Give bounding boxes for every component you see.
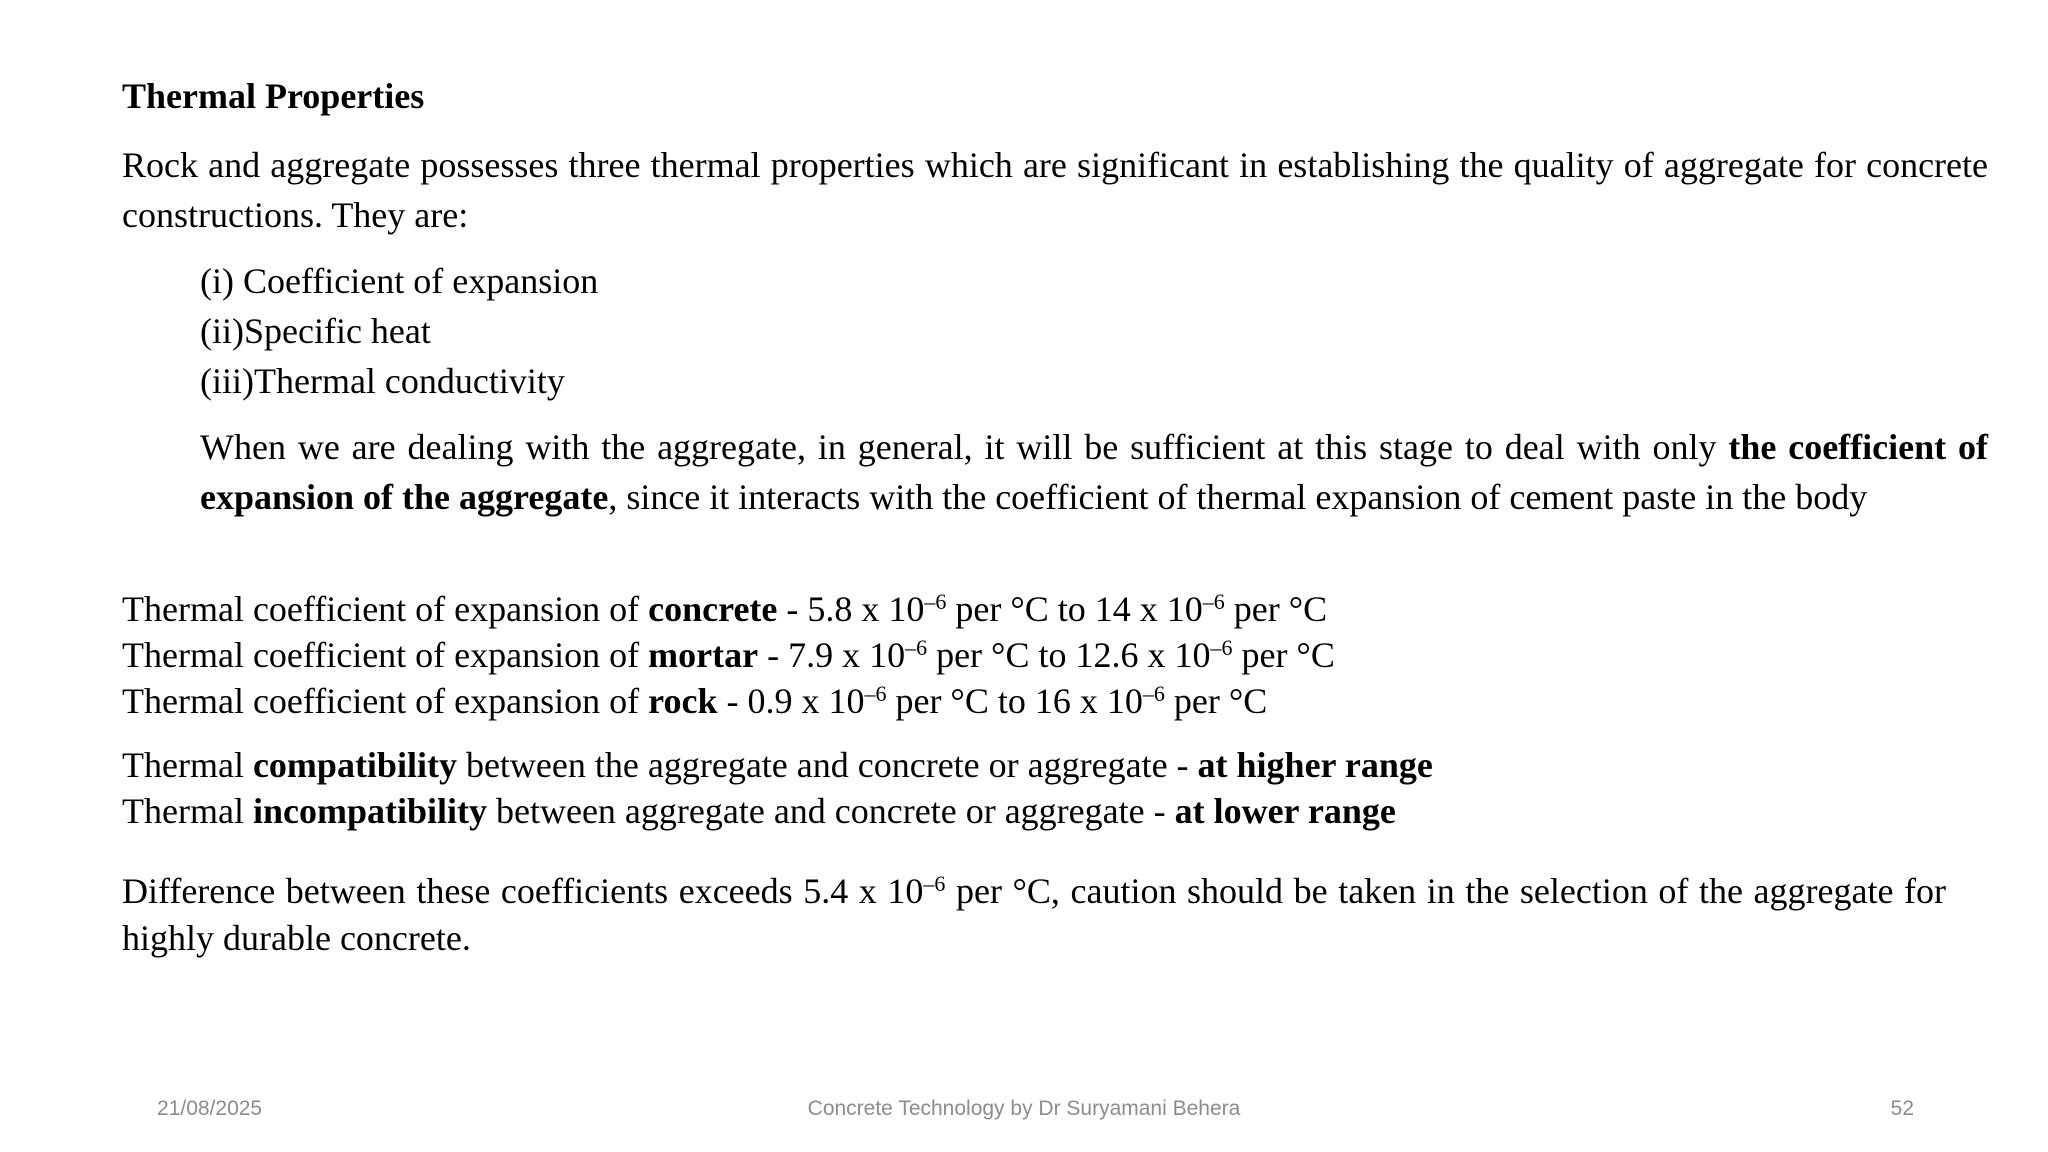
footer-title: Concrete Technology by Dr Suryamani Behera [807, 1097, 1241, 1120]
compatibility-list [122, 742, 1433, 834]
difference-text-pre: Difference between these coefficients exceeds 5.4 x 10 [122, 871, 924, 911]
page-number: 52 [1890, 1097, 1914, 1120]
difference-text-post: per °C, caution should be taken in the selection of the aggregate for highly durable concrete. [122, 871, 1947, 958]
intro-paragraph: Rock and aggregate possesses three thermal properties which are significant in establishing the quality of aggregate for concrete constructions. They are: [122, 145, 1988, 235]
coefficient-prefix: Thermal coefficient of expansion of [122, 681, 649, 721]
coefficient-list [122, 586, 1335, 724]
exponent: –6 [905, 635, 928, 660]
material-name: concrete [648, 589, 778, 629]
compat-prefix: Thermal [122, 745, 253, 785]
slide-title: Thermal Properties [122, 76, 425, 116]
range-text: per °C to 14 x 10 [946, 589, 1203, 629]
compat-prefix: Thermal [122, 791, 253, 831]
material-name: rock [648, 681, 718, 721]
exponent: –6 [1202, 589, 1225, 614]
thermal-properties-list [200, 256, 598, 406]
exponent: –6 [924, 589, 947, 614]
coefficient-line-mortar [122, 632, 1335, 678]
range-text: - 5.8 x 10 [777, 589, 925, 629]
range-text: per °C to 12.6 x 10 [927, 635, 1211, 675]
exponent: –6 [923, 871, 946, 896]
range-text: per °C [1224, 589, 1328, 629]
range-text: per °C to 16 x 10 [886, 681, 1143, 721]
material-name: mortar [648, 635, 759, 675]
coefficient-line-rock [122, 678, 1335, 724]
coefficient-prefix: Thermal coefficient of expansion of [122, 635, 649, 675]
list-item: (i) Coefficient of expansion [200, 261, 599, 301]
compat-range: at higher range [1197, 745, 1433, 785]
difference-paragraph [122, 868, 1946, 962]
coefficient-prefix: Thermal coefficient of expansion of [122, 589, 649, 629]
range-text: per °C [1164, 681, 1268, 721]
dealing-text-pre: When we are dealing with the aggregate, in general, it will be sufficient at this stage to deal with only [200, 427, 1729, 467]
footer-date: 21/08/2025 [157, 1097, 263, 1120]
dealing-paragraph [200, 422, 1988, 522]
compat-range: at lower range [1174, 791, 1396, 831]
compat-middle: between the aggregate and concrete or aggregate - [456, 745, 1198, 785]
exponent: –6 [864, 681, 887, 706]
coefficient-line-concrete [122, 586, 1335, 632]
range-text: per °C [1232, 635, 1335, 675]
range-text: - 0.9 x 10 [717, 681, 865, 721]
dealing-text-post: , since it interacts with the coefficient of thermal expansion of cement paste in the body [608, 477, 1868, 517]
list-item: (ii)Specific heat [200, 311, 431, 351]
exponent: –6 [1142, 681, 1165, 706]
compat-term: incompatibility [252, 791, 487, 831]
dealing-text-bold: the coefficient of expansion of the aggregate [200, 427, 1988, 517]
compat-middle: between aggregate and concrete or aggregate - [486, 791, 1175, 831]
compatibility-line [122, 742, 1433, 788]
incompatibility-line [122, 788, 1433, 834]
list-item: (iii)Thermal conductivity [200, 361, 565, 401]
exponent: –6 [1210, 635, 1233, 660]
compat-term: compatibility [252, 745, 457, 785]
range-text: - 7.9 x 10 [758, 635, 906, 675]
